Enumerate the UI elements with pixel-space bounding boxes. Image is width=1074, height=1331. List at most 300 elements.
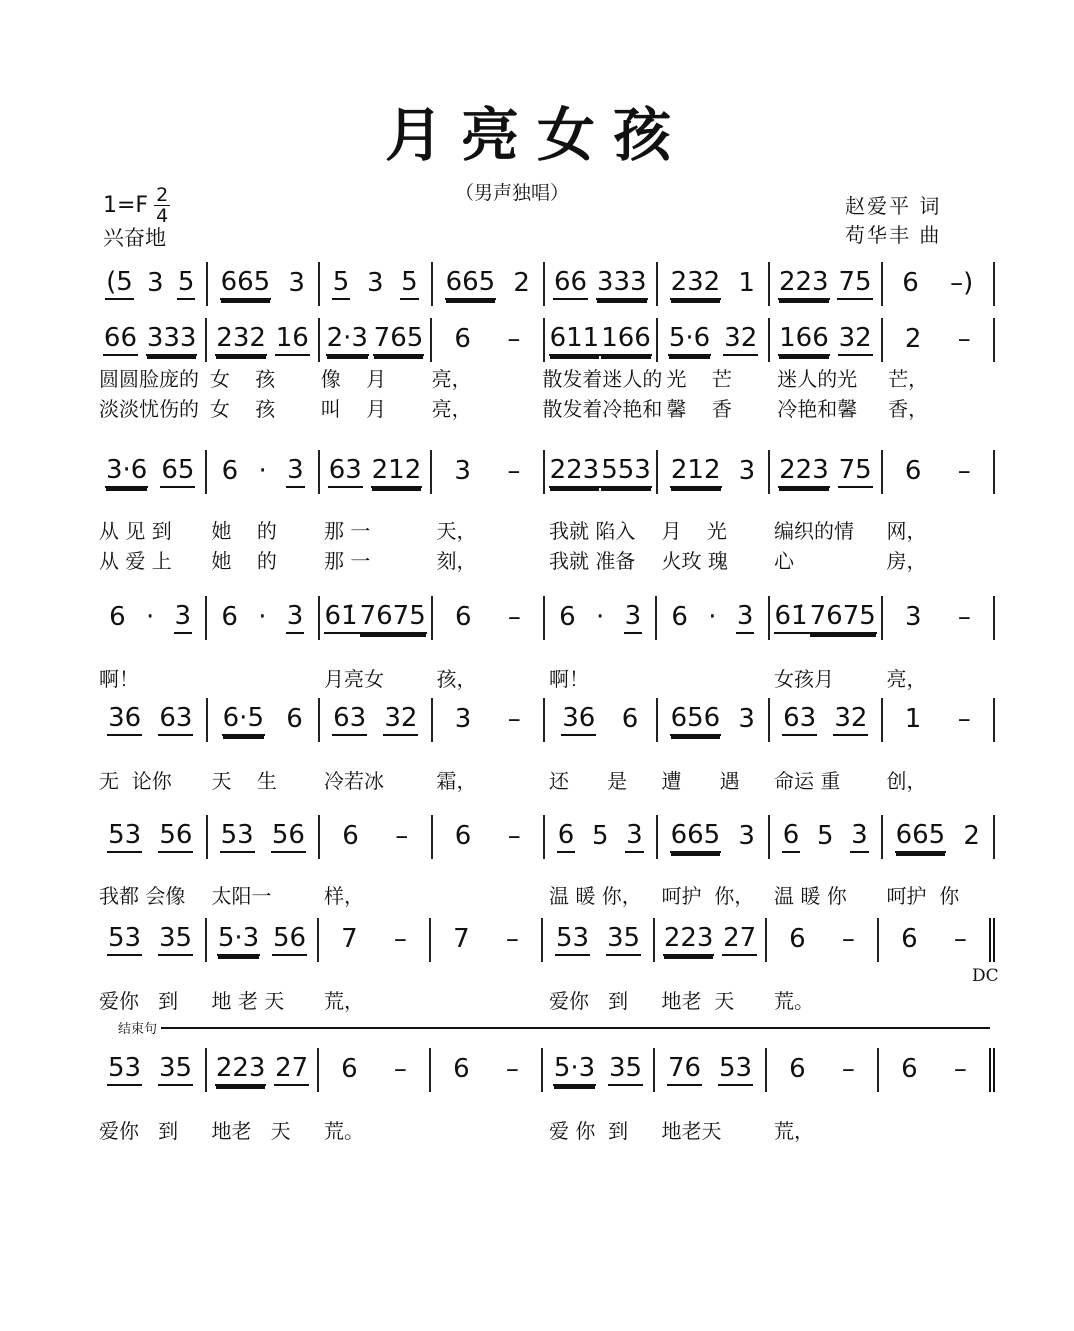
lyric-segment: 爱 你 到 [549, 1118, 629, 1143]
lyric-segment: 圆圆脸庞的 [99, 366, 199, 391]
note-group: 27 [274, 1054, 309, 1086]
ending-bracket [118, 1018, 990, 1037]
lyric-segment: 啊！ [549, 666, 589, 691]
lyric-segment: 编织的情 [774, 518, 854, 543]
ending-line [161, 1027, 990, 1029]
measure [95, 918, 207, 962]
note-group: · [258, 602, 267, 632]
note-group: 6 [454, 821, 472, 851]
note-group: 56 [158, 821, 193, 853]
note-group: 53 [107, 1054, 142, 1086]
measure [95, 450, 207, 494]
notes-line [95, 450, 995, 494]
lyric-segment: 亮， [431, 366, 472, 391]
note-group: 3 [174, 602, 193, 634]
note-group: – [393, 924, 407, 954]
note-group: 3 [286, 456, 305, 488]
lyric-segment: 亮， [886, 666, 927, 691]
performance-note: （男声独唱） [455, 182, 570, 204]
note-group: 6 [901, 1054, 918, 1084]
measure [207, 450, 319, 494]
note-group: 5 [400, 268, 419, 300]
note-group: 3 [736, 602, 755, 634]
lyric-segment: 地老 天 [211, 1118, 291, 1143]
note-group: 61̇ [324, 602, 359, 634]
lyric-segment: 女 孩 [209, 366, 276, 391]
lyric-segment: 那 一 [324, 518, 371, 543]
notes-line [95, 1048, 995, 1092]
note-group: 3 [366, 268, 384, 298]
measure [208, 262, 321, 306]
measure [320, 318, 432, 362]
note-group: 5 [177, 268, 196, 300]
lyrics-verse-1 [95, 1114, 995, 1144]
note-group: 6 [342, 821, 359, 851]
lyric-segment: 创， [886, 768, 927, 793]
measure [545, 698, 658, 742]
note-group: 2·3 [326, 324, 369, 356]
note-group: · [145, 602, 155, 632]
note-group: 63 [782, 704, 817, 736]
lyric-segment: 火玫 瑰 [661, 548, 728, 573]
measure [207, 918, 319, 962]
note-group: 611 [549, 324, 601, 356]
lyric-segment: 淡淡忧伤的 [99, 396, 199, 421]
lyric-segment: 香， [888, 396, 929, 421]
lyric-segment: 叫 月 [320, 396, 387, 421]
note-group: 32 [383, 704, 418, 736]
measure [883, 596, 995, 640]
note-group: 3 [738, 821, 755, 851]
measure [320, 596, 433, 640]
measure [207, 1048, 319, 1092]
lyric-segment: 散发着冷艳和 [542, 396, 663, 421]
note-group: 6 [453, 1054, 470, 1084]
lyric-segment: 那 一 [324, 548, 371, 573]
note-group: 66 [103, 324, 138, 356]
lyric-segment: 心 [774, 548, 794, 573]
notes-line [95, 815, 995, 859]
lyric-segment: 网， [886, 518, 927, 543]
lyrics-verse-2 [95, 392, 995, 422]
lyric-segment: 还 是 [549, 768, 628, 793]
note-group: 3 [625, 821, 644, 853]
lyric-segment: 月 光 [661, 518, 727, 543]
lyric-segment: 月亮女 [324, 666, 384, 691]
note-group: 223 [663, 924, 715, 956]
note-group: 6 [901, 924, 918, 954]
note-group: 765 [373, 324, 425, 356]
lyric-segment: 我就 陷入 [549, 518, 636, 543]
note-group: 61̇ [774, 602, 809, 634]
note-group: 36 [107, 704, 142, 736]
lyric-segment: 亮， [431, 396, 472, 421]
notes-line [95, 918, 995, 962]
dc-marking: DC [972, 966, 999, 986]
measure [320, 262, 433, 306]
note-group: 232 [215, 324, 267, 356]
note-group: 6 [286, 704, 303, 734]
measure [95, 596, 207, 640]
note-group: 5·3 [217, 924, 260, 956]
note-group: 6·5 [222, 704, 265, 736]
measure [657, 596, 769, 640]
time-top: 2 [156, 184, 169, 206]
note-group: 63 [328, 456, 363, 488]
lyric-segment: 无 论你 [99, 768, 172, 793]
note-group: 333 [146, 324, 198, 356]
note-group: 32 [838, 324, 873, 356]
measure [879, 1048, 995, 1092]
note-group: 6 [902, 268, 919, 298]
measure [883, 262, 996, 306]
lyric-segment: 命运 重 [774, 768, 841, 793]
note-group: 223 [778, 268, 830, 300]
measure [767, 1048, 879, 1092]
note-group: 3 [454, 704, 472, 734]
note-group: 56 [272, 924, 307, 956]
measure [658, 815, 771, 859]
lyric-segment: 地老天 [661, 1118, 722, 1143]
measure [543, 918, 655, 962]
note-group: 32 [723, 324, 758, 356]
note-group: –) [950, 268, 974, 298]
lyric-segment: 爱你 到 [549, 988, 629, 1013]
lyric-segment: 光 芒 [666, 366, 732, 391]
note-group: 53 [107, 821, 142, 853]
note-group: 3 [288, 268, 305, 298]
note-group: 6 [221, 602, 238, 632]
notes-line [95, 596, 995, 640]
lyric-segment: 孩， [436, 666, 477, 691]
measure [433, 596, 545, 640]
lyric-segment: 荒， [324, 988, 364, 1013]
lyric-segment: 荒。 [324, 1118, 364, 1143]
measure [883, 318, 995, 362]
note-group: 223 [215, 1054, 267, 1086]
measure [658, 318, 770, 362]
note-group: 6 [109, 602, 126, 632]
note-group: – [393, 1054, 407, 1084]
lyric-segment: 地老 天 [661, 988, 735, 1013]
note-group: 76 [667, 1054, 702, 1086]
note-group: · [596, 602, 605, 632]
note-group: 223 [778, 456, 830, 488]
lyric-segment: 荒。 [774, 988, 814, 1013]
lyric-segment: 她 的 [211, 548, 277, 573]
lyric-segment: 我就 准备 [549, 548, 636, 573]
note-group: 6 [789, 1054, 806, 1084]
note-group: – [507, 324, 521, 354]
measure [319, 918, 431, 962]
measure [883, 815, 996, 859]
measure [545, 450, 658, 494]
measure [207, 318, 319, 362]
key: 1=F [103, 193, 149, 218]
note-group: 63 [158, 704, 193, 736]
note-group: 665 [670, 821, 722, 853]
measure [207, 596, 319, 640]
measure [95, 262, 208, 306]
measure [879, 918, 995, 962]
note-group: 65 [160, 456, 195, 488]
note-group: 7 [341, 924, 358, 954]
note-group: 35 [606, 924, 641, 956]
lyric-segment: 我都 会像 [99, 883, 186, 908]
note-group: – [957, 324, 971, 354]
note-group: 333 [596, 268, 648, 300]
note-group: 3 [624, 602, 643, 634]
note-group: 212 [371, 456, 423, 488]
lyric-segment: 天 生 [211, 768, 277, 793]
note-group: 665 [895, 821, 947, 853]
lyric-segment: 呵护 你 [886, 883, 960, 908]
note-group: – [505, 924, 519, 954]
ending-label: 结束句 [118, 1022, 158, 1037]
note-group: – [507, 602, 521, 632]
note-group: 665 [220, 268, 272, 300]
measure [655, 1048, 767, 1092]
lyrics-verse-1 [95, 514, 995, 544]
score-line [95, 262, 995, 306]
note-group: 553 [600, 456, 652, 488]
note-group: 212 [670, 456, 722, 488]
note-group: 63 [332, 704, 367, 736]
lyric-segment: 遭 遇 [661, 768, 740, 793]
note-group: (5 [105, 268, 134, 300]
score-line [95, 318, 995, 422]
note-group: 2 [963, 821, 980, 851]
measure [658, 262, 771, 306]
lyric-segment: 爱你 到 [99, 988, 179, 1013]
note-group: 6 [557, 821, 576, 853]
note-group: 6 [621, 704, 639, 734]
lyric-segment: 地 老 天 [211, 988, 285, 1013]
score-line [95, 815, 995, 909]
tempo-marking: 兴奋地 [103, 226, 166, 250]
lyrics-verse-1 [95, 764, 995, 794]
measure [432, 450, 544, 494]
note-group: 16 [275, 324, 310, 356]
note-group: 53 [220, 821, 255, 853]
lyric-segment: 样， [324, 883, 364, 908]
note-group: – [957, 456, 971, 486]
note-group: 656 [670, 704, 722, 736]
note-group: – [953, 924, 967, 954]
lyric-segment: 冷若冰 [324, 768, 384, 793]
song-title: 月亮女孩 [384, 101, 689, 169]
note-group: 2 [513, 268, 530, 298]
lyric-segment: 芒， [888, 366, 929, 391]
time-bottom: 4 [156, 205, 169, 227]
note-group: 223 [549, 456, 601, 488]
measure [545, 596, 657, 640]
lyric-segment: 从 见 到 [99, 518, 172, 543]
note-group: 75 [837, 268, 872, 300]
note-group: 3 [850, 821, 869, 853]
note-group: 6 [221, 456, 239, 486]
measure [658, 698, 771, 742]
note-group: 6 [671, 602, 688, 632]
lyric-segment: 荒， [774, 1118, 814, 1143]
lyrics-verse-1 [95, 879, 995, 909]
lyric-segment: 像 月 [320, 366, 387, 391]
measure [431, 1048, 543, 1092]
note-group: – [507, 456, 521, 486]
note-group: 6 [904, 456, 922, 486]
note-group: – [505, 1054, 519, 1084]
measure [319, 1048, 431, 1092]
measure [770, 815, 883, 859]
measure [545, 815, 658, 859]
note-group: 2 [904, 324, 922, 354]
measure [432, 318, 544, 362]
lyric-segment: 女 孩 [209, 396, 276, 421]
lyrics-verse-2 [95, 544, 995, 574]
measure [431, 918, 543, 962]
lyrics-verse-1 [95, 362, 995, 392]
note-group: – [507, 821, 521, 851]
note-group: 5·3 [553, 1054, 596, 1086]
lyric-segment: 天， [436, 518, 477, 543]
lyric-segment: 散发着迷人的 [542, 366, 663, 391]
lyric-segment: 呵护 你， [661, 883, 755, 908]
note-group: 75 [838, 456, 873, 488]
lyric-segment: 温 暖 你 [774, 883, 847, 908]
lyric-segment: 馨 香 [666, 396, 732, 421]
note-group: 5 [591, 821, 609, 851]
note-group: 3 [147, 268, 164, 298]
lyric-segment: 啊！ [99, 666, 139, 691]
lyric-segment: 刻， [436, 548, 477, 573]
note-group: 7 [453, 924, 470, 954]
note-group: 3 [904, 602, 922, 632]
measure [320, 698, 433, 742]
measure [770, 450, 882, 494]
note-group: 166 [778, 324, 830, 356]
measure [767, 918, 879, 962]
measure [770, 596, 883, 640]
note-group: 232 [670, 268, 722, 300]
measure [95, 318, 207, 362]
note-group: – [841, 1054, 855, 1084]
lyric-segment: 女孩月 [774, 666, 834, 691]
score-line [95, 1048, 995, 1144]
note-group: 7675 [809, 602, 877, 634]
score-line [95, 698, 995, 794]
score-line [95, 918, 995, 1014]
score-line [95, 596, 995, 692]
note-group: 6 [454, 324, 471, 354]
note-group: 6 [454, 602, 472, 632]
notes-line [95, 262, 995, 306]
note-group: 3 [738, 704, 755, 734]
lyric-segment: 她 的 [211, 518, 277, 543]
note-group: 3 [454, 456, 471, 486]
note-group: 35 [158, 924, 193, 956]
lyric-segment: 温 暖 你， [549, 883, 642, 908]
measure [433, 815, 546, 859]
note-group: 32 [833, 704, 868, 736]
note-group: 35 [608, 1054, 643, 1086]
lyric-segment: 爱你 到 [99, 1118, 179, 1143]
measure [655, 918, 767, 962]
note-group: 27 [722, 924, 757, 956]
note-group: 7675 [359, 602, 427, 634]
measure [883, 450, 995, 494]
measure [545, 262, 658, 306]
note-group: – [507, 704, 521, 734]
note-group: 5·6 [668, 324, 711, 356]
measure [433, 698, 546, 742]
measure [208, 698, 321, 742]
note-group: 6 [341, 1054, 358, 1084]
lyric-segment: 太阳一 [211, 883, 272, 908]
lyricist: 赵爱平 词 [845, 194, 942, 218]
key-signature [103, 185, 170, 226]
note-group: 6 [782, 821, 801, 853]
measure [95, 1048, 207, 1092]
note-group: 53 [107, 924, 142, 956]
lyric-segment: 霜， [436, 768, 477, 793]
note-group: 6 [789, 924, 806, 954]
note-group: 53 [555, 924, 590, 956]
note-group: · [258, 456, 267, 486]
note-group: 3·6 [105, 456, 148, 488]
note-group: – [395, 821, 409, 851]
measure [433, 262, 546, 306]
measure [320, 450, 432, 494]
notes-line [95, 318, 995, 362]
lyric-segment: 迷人的光 [777, 366, 858, 391]
measure [770, 262, 883, 306]
measure [770, 698, 883, 742]
lyric-segment: 冷艳和馨 [777, 396, 858, 421]
measure [320, 815, 433, 859]
lyric-segment: 房， [886, 548, 927, 573]
lyric-segment: 从 爱 上 [99, 548, 172, 573]
measure [658, 450, 770, 494]
note-group: 53 [718, 1054, 753, 1086]
measure [545, 318, 658, 362]
note-group: 3 [738, 456, 756, 486]
note-group: 35 [158, 1054, 193, 1086]
measure [95, 698, 208, 742]
note-group: – [841, 924, 855, 954]
time-signature [154, 185, 170, 226]
note-group: 5 [332, 268, 351, 300]
note-group: – [957, 704, 971, 734]
measure [95, 815, 208, 859]
note-group: 6 [559, 602, 576, 632]
composer: 苟华丰 曲 [845, 223, 942, 247]
note-group: 166 [600, 324, 652, 356]
measure [883, 698, 996, 742]
score-line [95, 450, 995, 574]
note-group: · [708, 602, 717, 632]
note-group: 665 [445, 268, 497, 300]
note-group: – [957, 602, 971, 632]
note-group: 36 [561, 704, 596, 736]
notes-line [95, 698, 995, 742]
note-group: – [953, 1054, 967, 1084]
note-group: 56 [271, 821, 306, 853]
measure [770, 318, 882, 362]
note-group: 1 [738, 268, 755, 298]
note-group: 1 [904, 704, 922, 734]
measure [208, 815, 321, 859]
lyrics-verse-1 [95, 984, 995, 1014]
